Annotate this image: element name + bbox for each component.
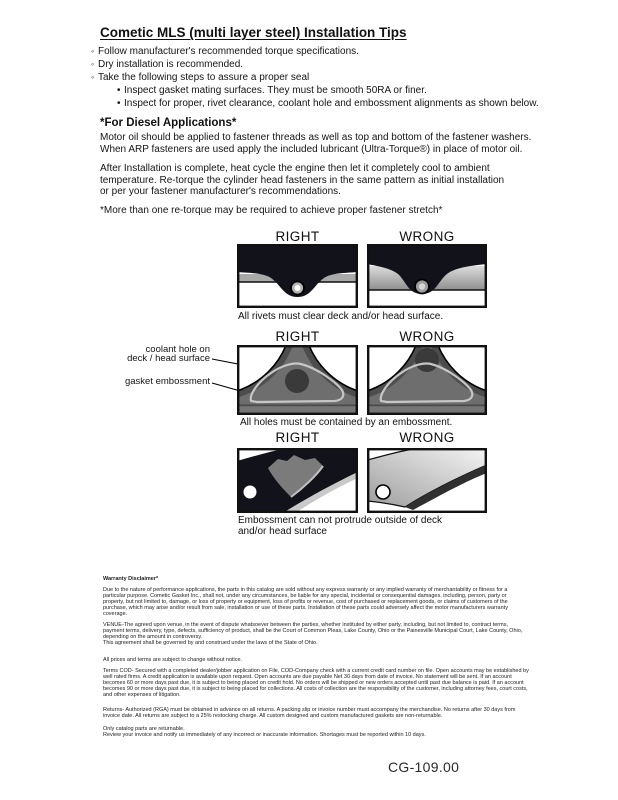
diesel-paragraph-1: [100, 132, 560, 155]
list-item: [91, 84, 581, 97]
legal-paragraph: Returns- Authorized (RGA) must be obtained in advance on all returns. A packing slip or invoice number must accompany the merchandise. No returns after 30 days from invoice date. All returns are subject to a 25% restocking charge. All custom designed and custom manufactured gaskets are non-returnable.: [103, 707, 516, 720]
rivet-right-diagram: [237, 244, 358, 308]
circle-bullet-icon: ◦: [91, 72, 95, 82]
diagram-caption: All holes must be contained by an embossment.: [240, 417, 453, 428]
gasket-embossment-annotation: gasket embossment: [124, 376, 210, 387]
page-title: Cometic MLS (multi layer steel) Installation Tips: [100, 25, 407, 40]
rivet-wrong-diagram: [367, 244, 487, 308]
warranty-disclaimer-block: [103, 576, 529, 738]
tip-text: Inspect gasket mating surfaces. They must be smooth 50RA or finer.: [124, 85, 427, 96]
list-item: [91, 58, 581, 71]
legal-paragraph: Review your invoice and notify us immediately of any incorrect or inaccurate information. Shortages must be reported within 10 days.: [103, 732, 426, 739]
wrong-label: WRONG: [399, 329, 455, 344]
dot-bullet-icon: •: [117, 85, 121, 96]
right-label: RIGHT: [275, 229, 320, 244]
list-item: [91, 45, 581, 58]
tip-text: Dry installation is recommended.: [98, 59, 244, 70]
paragraph-line: When ARP fasteners are used apply the included lubricant (Ultra-Torque®) in place of motor oil.: [100, 143, 523, 155]
tip-text: Follow manufacturer's recommended torque specifications.: [98, 46, 359, 57]
legal-paragraph: This agreement shall be governed by and construed under the laws of the State of Ohio.: [103, 640, 318, 647]
paragraph-line: or per your fastener manufacturer's recommendations.: [100, 186, 341, 197]
legal-paragraph: Due to the nature of performance applications, the parts in this catalog are sold without any express warranty or any implied warranty of merchantability or fitness for a particular purpose. Cometic Gasket Inc., shall not, under any circumstances, be liable for any special, incidental or consequential damages, including, person, party or property, but not limited to, damage, or loss of property or equipment, loss of profits or revenue, cost of purchased or replacement goods, or claims of customers of the purchase, which may arise and/or result from sale, installation or use of these parts. Installation of these parts could adversely affect the motor manufacturers warranty coverage.: [103, 586, 508, 617]
protrusion-right-diagram: [237, 448, 358, 513]
diagram-caption: All rivets must clear deck and/or head surface.: [238, 311, 444, 322]
list-item: [91, 71, 581, 84]
diesel-paragraph-3: *More than one re-torque may be required to achieve proper fastener stretch*: [100, 205, 443, 216]
legal-paragraph: Terms COD- Secured with a completed dealer/jobber application on File, COD-Company check with a current credit card number on file. Open accounts may be established by well rated firms. A credit application is available upon request. Open accounts are due payable Net 30 days from date of invoice. No statement will be sent. If an account becomes 60 or more days past due, it is subject to being placed on credit hold. No orders will be shipped or new orders accepted until past due balance is paid. If an account becomes 90 or more days past due, it is subject to being placed for collections. All costs of collection are the responsibility of the customer, including attorney fees, court costs, and other expenses of litigation.: [103, 667, 529, 698]
warranty-heading: Warranty Disclaimer*: [103, 576, 159, 582]
right-label: RIGHT: [275, 329, 320, 344]
embossment-wrong-diagram: [367, 345, 487, 415]
paragraph-line: After Installation is complete, heat cycle the engine then let it completely cool to ambient: [100, 163, 490, 174]
coolant-hole-annotation: coolant hole on deck / head surface: [127, 344, 210, 364]
wrong-label: WRONG: [399, 229, 455, 244]
diesel-paragraph-2: [100, 163, 560, 198]
circle-bullet-icon: ◦: [91, 46, 95, 56]
legal-paragraph: Only catalog parts are returnable.: [103, 726, 185, 733]
protrusion-wrong-diagram: [367, 448, 487, 513]
paragraph-line: temperature. Re-torque the cylinder head fasteners in the same pattern as initial installation: [100, 174, 505, 186]
installation-tips-list: [91, 45, 581, 110]
paragraph-line: Motor oil should be applied to fastener threads as well as top and bottom of the fastener washers.: [100, 132, 532, 143]
diagram-caption: Embossment can not protrude outside of deck and/or head surface: [238, 515, 443, 537]
right-label: RIGHT: [275, 430, 320, 445]
wrong-label: WRONG: [399, 430, 455, 445]
list-item: [91, 97, 581, 110]
dot-bullet-icon: •: [117, 98, 121, 109]
legal-paragraph: All prices and terms are subject to change without notice.: [103, 657, 243, 664]
tip-text: Inspect for proper, rivet clearance, coolant hole and embossment alignments as shown below.: [124, 98, 539, 109]
page-number: CG-109.00: [388, 759, 460, 775]
tip-text: Take the following steps to assure a proper seal: [98, 72, 310, 83]
circle-bullet-icon: ◦: [91, 59, 95, 69]
diesel-applications-heading: *For Diesel Applications*: [100, 117, 237, 129]
legal-paragraph: VENUE-The agreed upon venue, in the event of dispute whatsoever between the parties, whether instituted by either party, including, but not limited to, contract terms, payment terms, delivery, type, defects, sufficiency of product, shall be the Court of Common Pleas, Lake County, Ohio or the Painesville Municipal Court, Lake County, Ohio, depending on the amount in controversy.: [103, 622, 523, 641]
embossment-right-diagram: [237, 345, 358, 415]
